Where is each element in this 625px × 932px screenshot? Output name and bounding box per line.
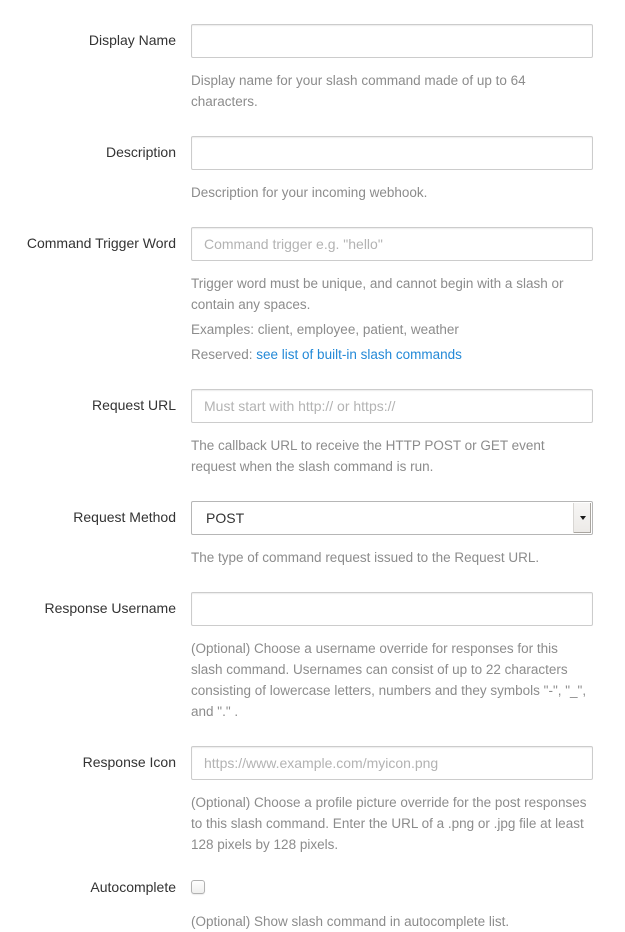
help-text: Trigger word must be unique, and cannot begin with a slash or contain any spaces. [191, 276, 564, 312]
request-method-row [0, 501, 625, 568]
help-text: The type of command request issued to the Request URL. [191, 550, 540, 565]
help-text: Display name for your slash command made of up to 64 characters. [191, 73, 526, 109]
help-text: Description for your incoming webhook. [191, 185, 428, 200]
autocomplete-label: Autocomplete [90, 879, 176, 895]
builtin-slash-commands-link[interactable]: see list of built-in slash commands [256, 347, 462, 362]
autocomplete-help [191, 911, 593, 932]
reserved-line [191, 344, 593, 365]
command-trigger-word-label: Command Trigger Word [26, 235, 176, 251]
display-name-input[interactable] [191, 24, 593, 58]
help-text: (Optional) Choose a username override for responses for this slash command. Usernames can consist of up to 22 characters consisting of lowercase letters, numbers and they symbols "-", "_", and "." . [191, 641, 587, 719]
request-method-label: Request Method [73, 509, 176, 525]
reserved-prefix: Reserved: [191, 347, 257, 362]
help-text: (Optional) Show slash command in autocomplete list. [191, 914, 510, 929]
display-name-control [191, 24, 608, 112]
request-url-help [191, 435, 593, 477]
display-name-label: Display Name [88, 32, 176, 48]
response-icon-row [0, 746, 625, 855]
description-input[interactable] [191, 136, 593, 170]
display-name-row [0, 24, 625, 112]
display-name-help [191, 70, 593, 112]
help-text-examples: Examples: client, employee, patient, weather [191, 322, 459, 337]
description-control [191, 136, 608, 203]
autocomplete-control [191, 879, 608, 932]
help-text: The callback URL to receive the HTTP POST or GET event request when the slash command is run. [191, 438, 545, 474]
request-url-row [0, 389, 625, 477]
request-method-help [191, 547, 593, 568]
description-label: Description [105, 144, 176, 160]
description-row [0, 136, 625, 203]
response-icon-input[interactable] [191, 746, 593, 780]
select-dropdown-button[interactable] [573, 503, 591, 533]
response-icon-label: Response Icon [82, 754, 176, 770]
help-text: (Optional) Choose a profile picture override for the post responses to this slash command. Enter the URL of a .png or .jpg file at least 128 pixels by 128 pixels. [191, 795, 587, 852]
command-trigger-word-row [0, 227, 625, 365]
response-icon-control [191, 746, 608, 855]
autocomplete-checkbox[interactable] [191, 880, 205, 894]
response-username-control [191, 592, 608, 722]
response-username-help [191, 638, 593, 722]
response-icon-help [191, 792, 593, 855]
request-url-input[interactable] [191, 389, 593, 423]
chevron-down-icon [580, 516, 586, 520]
description-help [191, 182, 593, 203]
response-username-label: Response Username [44, 600, 176, 616]
request-method-control [191, 501, 608, 568]
request-url-control [191, 389, 608, 477]
request-method-selected-value: POST [206, 510, 245, 526]
request-url-label: Request URL [91, 397, 176, 413]
response-username-row [0, 592, 625, 722]
command-trigger-word-control [191, 227, 608, 365]
command-trigger-word-help [191, 273, 593, 365]
autocomplete-row [0, 879, 625, 932]
response-username-input[interactable] [191, 592, 593, 626]
request-method-select[interactable] [191, 501, 593, 535]
command-trigger-word-input[interactable] [191, 227, 593, 261]
